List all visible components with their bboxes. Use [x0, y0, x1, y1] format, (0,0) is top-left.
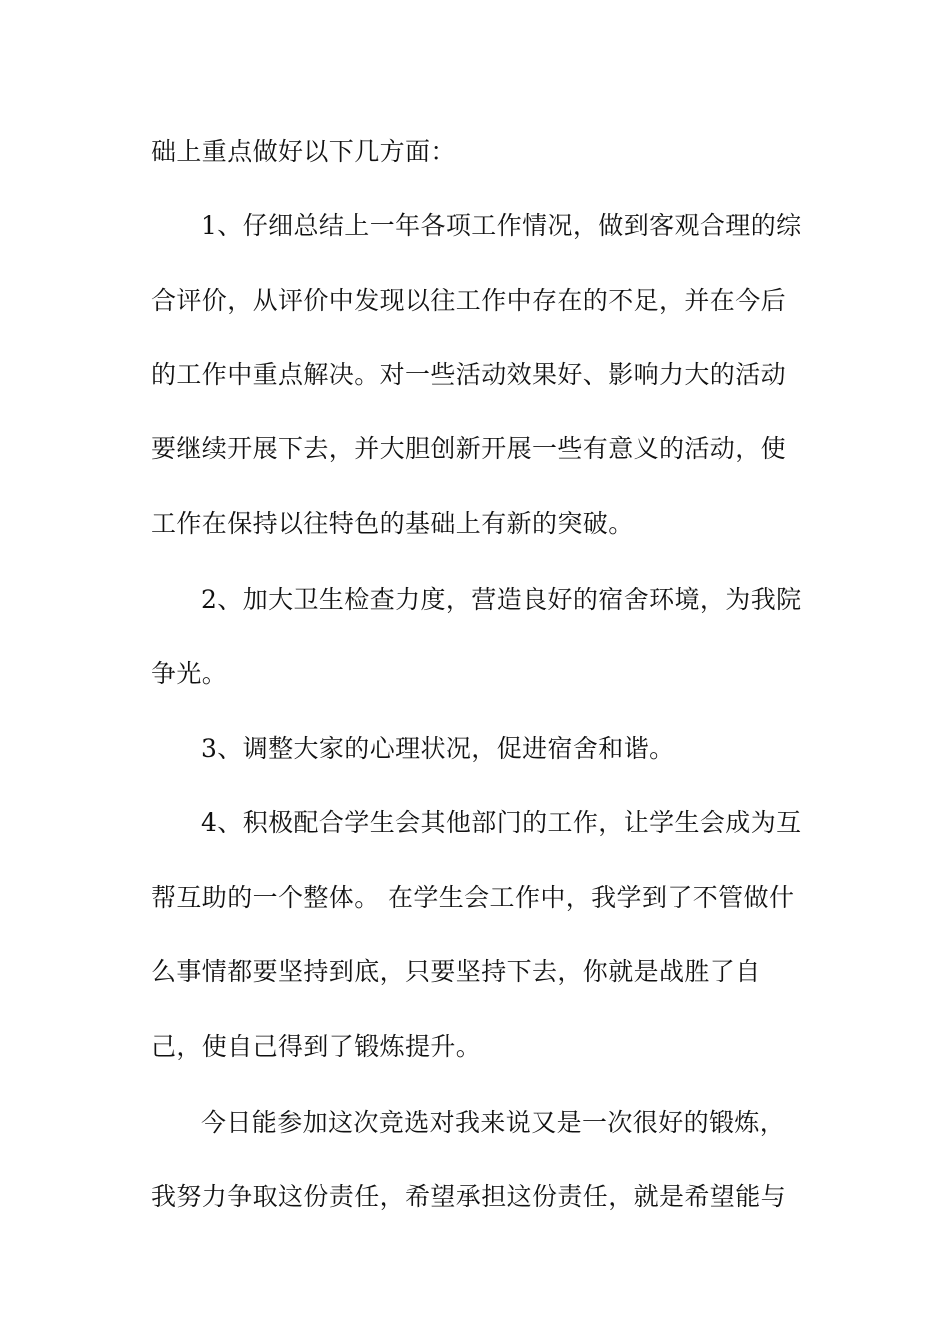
text-line: 工作在保持以往特色的基础上有新的突破。 [151, 509, 634, 538]
text-line: 1、仔细总结上一年各项工作情况，做到客观合理的综 [201, 211, 802, 240]
text-line: 4、积极配合学生会其他部门的工作，让学生会成为互 [201, 808, 802, 837]
text-line: 合评价，从评价中发现以往工作中存在的不足，并在今后 [151, 286, 787, 315]
text-line: 础上重点做好以下几方面： [151, 137, 456, 166]
text-line: 争光。 [151, 659, 228, 688]
text-line: 么事情都要坚持到底，只要坚持下去，你就是战胜了自 [151, 957, 761, 986]
text-line: 己，使自己得到了锻炼提升。 [151, 1032, 482, 1061]
text-line: 要继续开展下去，并大胆创新开展一些有意义的活动，使 [151, 434, 787, 463]
text-line: 3、调整大家的心理状况，促进宿舍和谐。 [201, 734, 675, 763]
text-line: 今日能参加这次竞选对我来说又是一次很好的锻炼， [201, 1108, 786, 1137]
text-line: 2、加大卫生检查力度，营造良好的宿舍环境，为我院 [201, 585, 802, 614]
text-line: 的工作中重点解决。对一些活动效果好、影响力大的活动 [151, 360, 787, 389]
text-line: 帮互助的一个整体。 在学生会工作中，我学到了不管做什 [151, 883, 795, 912]
text-line: 我努力争取这份责任，希望承担这份责任，就是希望能与 [151, 1182, 787, 1211]
